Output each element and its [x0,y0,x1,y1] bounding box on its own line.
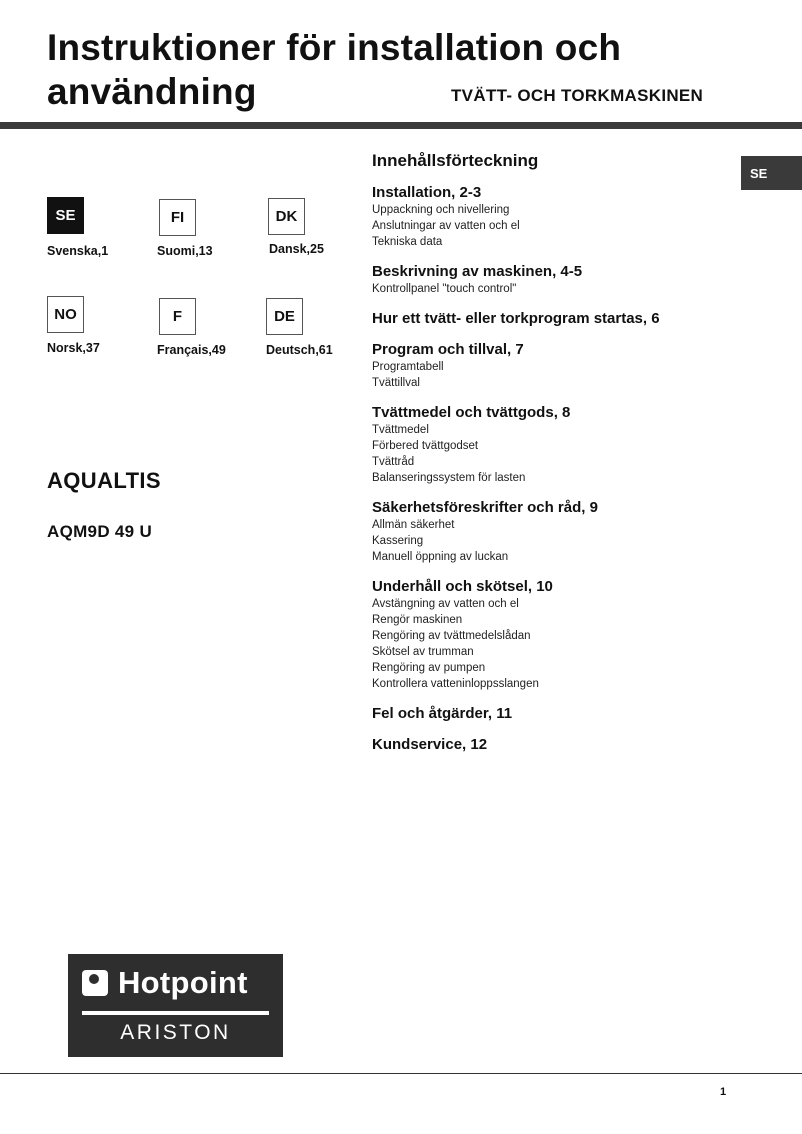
hotpoint-ariston-logo [68,954,283,1057]
toc-item: Kassering [372,535,424,547]
toc-item: Förbered tvättgodset [372,440,479,452]
toc-item: Tvättråd [372,456,415,468]
toc-section-title[interactable]: Program och tillval, 7 [372,341,524,358]
language-code-se[interactable]: SE [47,197,84,234]
toc-section [372,184,732,250]
toc-item: Tvättmedel [372,424,429,436]
toc-section [372,736,732,754]
table-of-contents [372,150,732,767]
product-type-subtitle: TVÄTT- OCH TORKMASKINEN [451,86,704,105]
toc-item: Rengöring av pumpen [372,662,486,674]
toc-section-title[interactable]: Tvättmedel och tvättgods, 8 [372,404,571,421]
toc-section [372,578,732,692]
toc-item: Anslutningar av vatten och el [372,220,520,232]
header-divider [0,122,802,129]
toc-item: Kontrollera vatteninloppsslangen [372,678,539,690]
language-label-no: Norsk,37 [47,341,100,355]
language-label-de: Deutsch,61 [266,343,333,357]
toc-section-title[interactable]: Beskrivning av maskinen, 4-5 [372,263,583,280]
logo-ariston-text: ARISTON [120,1021,231,1044]
toc-section [372,310,732,328]
product-brand: AQUALTIS [47,468,162,493]
language-tab-se: SE [741,156,802,190]
language-code-fi[interactable]: FI [159,199,196,236]
toc-item: Avstängning av vatten och el [372,598,519,610]
language-code-de[interactable]: DE [266,298,303,335]
page-title: Instruktioner för installation och användning [47,27,622,112]
toc-section-title[interactable]: Hur ett tvätt- eller torkprogram startas, 6 [372,310,660,327]
logo-divider [82,1011,269,1015]
toc-item: Tvättillval [372,377,420,389]
footer-divider [0,1073,802,1074]
toc-section [372,499,732,565]
page-number: 1 [720,1086,727,1098]
language-code-no[interactable]: NO [47,296,84,333]
toc-item: Tekniska data [372,236,443,248]
toc-item: Uppackning och nivellering [372,204,510,216]
toc-item: Manuell öppning av luckan [372,551,509,563]
language-label-f: Français,49 [157,343,226,357]
toc-item: Skötsel av trumman [372,646,474,658]
toc-section-title[interactable]: Underhåll och skötsel, 10 [372,578,553,595]
logo-hotpoint-text: Hotpoint [118,965,248,1000]
toc-item: Rengöring av tvättmedelslådan [372,630,531,642]
language-code-f[interactable]: F [159,298,196,335]
language-code-dk[interactable]: DK [268,198,305,235]
toc-section [372,404,732,486]
language-label-dk: Dansk,25 [269,242,324,256]
toc-section [372,263,732,297]
toc-section-title[interactable]: Säkerhetsföreskrifter och råd, 9 [372,499,598,516]
toc-item: Kontrollpanel "touch control" [372,283,517,295]
toc-item: Programtabell [372,361,444,373]
toc-heading: Innehållsförteckning [372,151,539,170]
hotpoint-logo-icon [82,970,108,996]
toc-section-title[interactable]: Kundservice, 12 [372,736,488,753]
language-label-fi: Suomi,13 [157,244,213,258]
toc-item: Rengör maskinen [372,614,463,626]
toc-item: Allmän säkerhet [372,519,455,531]
toc-section-title[interactable]: Installation, 2-3 [372,184,482,201]
toc-section-title[interactable]: Fel och åtgärder, 11 [372,705,513,722]
toc-item: Balanseringssystem för lasten [372,472,526,484]
toc-section [372,705,732,723]
language-label-se: Svenska,1 [47,244,109,258]
product-model: AQM9D 49 U [47,522,153,541]
toc-section [372,341,732,391]
